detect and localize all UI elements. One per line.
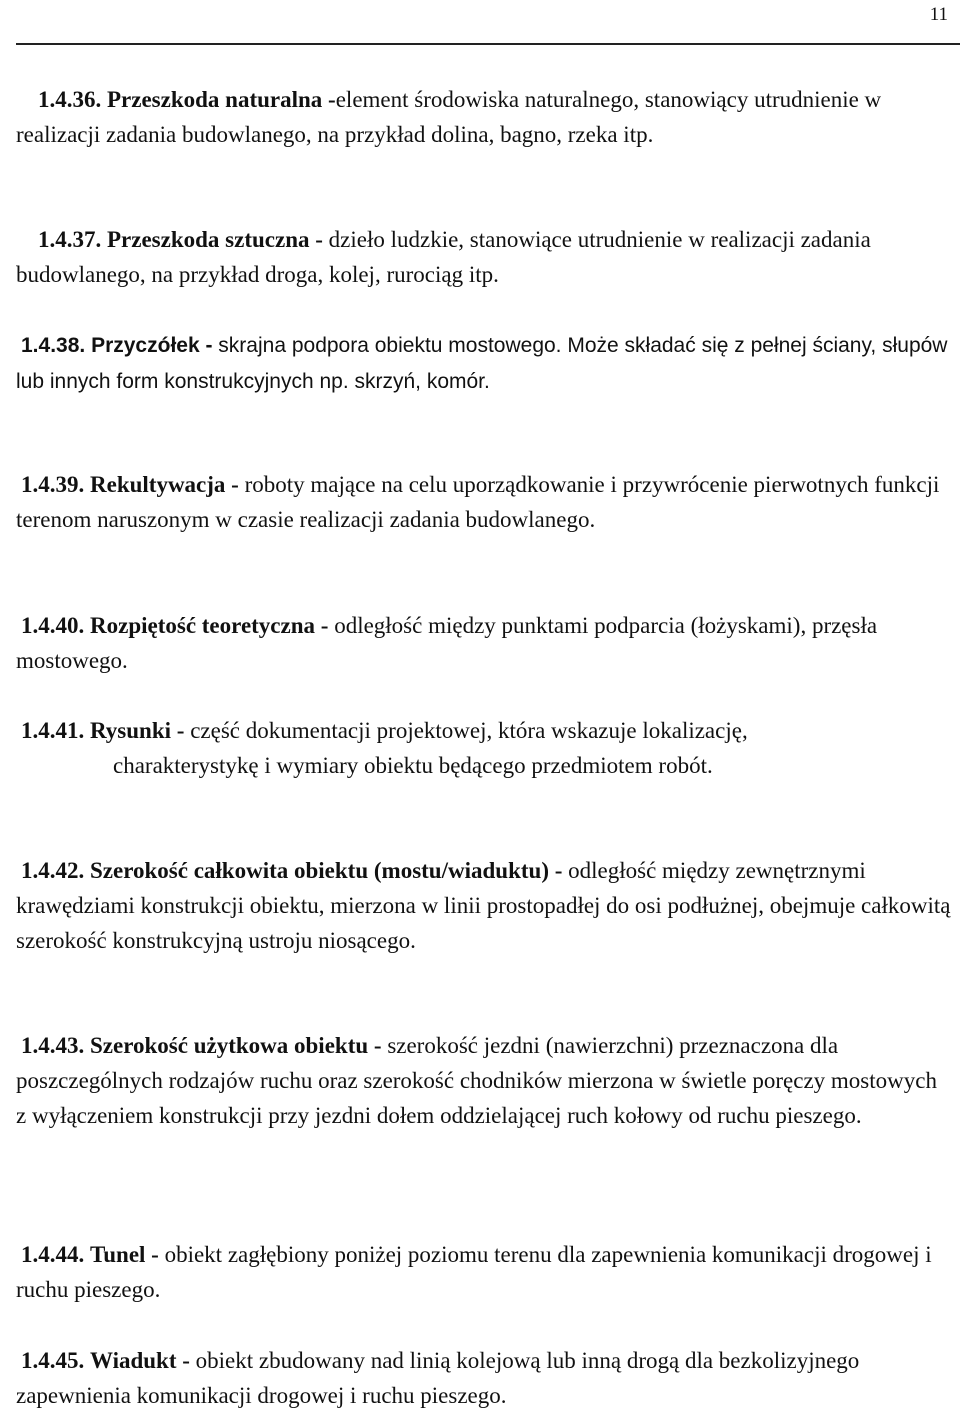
entry-text: dzieło ludzkie, stanowiące utrudnienie w realizacji zadania budowlanego, na przykład droga, kolej, rurociąg itp. <box>16 227 871 287</box>
entry-number: 1.4.40. <box>21 613 85 638</box>
entry-number: 1.4.37. <box>38 227 102 252</box>
entry-term: Rekultywacja - <box>90 472 239 497</box>
entry-term: Tunel - <box>90 1242 159 1267</box>
entry-term: Przyczółek - <box>91 334 213 357</box>
entry-text: część dokumentacji projektowej, która wskazuje lokalizację, <box>184 718 748 743</box>
entry-number: 1.4.39. <box>21 472 85 497</box>
entry-term: Wiadukt - <box>90 1348 190 1373</box>
entry-text: szerokość jezdni (nawierzchni) przeznaczona dla poszczególnych rodzajów ruchu oraz szerokość chodników mierzona w świetle poręczy mostowych z wyłączeniem konstrukcji przy jezdni dołem oddzielającej ruch kołowy od ruchu pieszego. <box>16 1033 937 1128</box>
definition-1-4-44 <box>16 1237 951 1307</box>
definition-1-4-38 <box>16 328 951 400</box>
entry-number: 1.4.44. <box>21 1242 85 1267</box>
definition-1-4-39 <box>16 467 951 537</box>
entry-number: 1.4.41. <box>21 718 85 743</box>
definition-1-4-45 <box>16 1343 951 1413</box>
entry-number: 1.4.43. <box>21 1033 85 1058</box>
entry-number: 1.4.38. <box>21 334 86 357</box>
entry-number: 1.4.36. <box>38 87 102 112</box>
definition-1-4-41 <box>16 713 951 783</box>
entry-term: Rysunki - <box>90 718 185 743</box>
definition-1-4-43 <box>16 1028 951 1133</box>
entry-text: roboty mające na celu uporządkowanie i przywrócenie pierwotnych funkcji terenom naruszonym w czasie realizacji zadania budowlanego. <box>16 472 940 532</box>
header-rule <box>16 43 960 45</box>
entry-text: odległość między punktami podparcia (łożyskami), przęsła mostowego. <box>16 613 878 673</box>
entry-text-continuation: charakterystykę i wymiary obiektu będącego przedmiotem robót. <box>113 753 713 778</box>
definition-1-4-37 <box>16 222 951 292</box>
entry-term: Rozpiętość teoretyczna - <box>90 613 329 638</box>
definition-1-4-36 <box>16 82 951 152</box>
entry-text: element środowiska naturalnego, stanowiący utrudnienie w realizacji zadania budowlanego, na przykład dolina, bagno, rzeka itp. <box>16 87 882 147</box>
entry-text: obiekt zagłębiony poniżej poziomu terenu dla zapewnienia komunikacji drogowej i ruchu pieszego. <box>16 1242 932 1302</box>
entry-term: Szerokość całkowita obiektu (mostu/wiaduktu) - <box>90 858 563 883</box>
entry-term: Szerokość użytkowa obiektu - <box>90 1033 382 1058</box>
entry-text: odległość między zewnętrznymi krawędziami konstrukcji obiektu, mierzona w linii prostopadłej do osi podłużnej, obejmuje całkowitą szerokość konstrukcyjną ustroju niosącego. <box>16 858 951 953</box>
entry-number: 1.4.42. <box>21 858 85 883</box>
definition-1-4-40 <box>16 608 951 678</box>
entry-text: skrajna podpora obiektu mostowego. Może składać się z pełnej ściany, słupów lub innych form konstrukcyjnych np. skrzyń, komór. <box>16 334 948 393</box>
definition-1-4-42 <box>16 853 951 958</box>
entry-term: Przeszkoda naturalna - <box>107 87 336 112</box>
page-number: 11 <box>929 4 948 25</box>
entry-text: obiekt zbudowany nad linią kolejową lub inną drogą dla bezkolizyjnego zapewnienia komunikacji drogowej i ruchu pieszego. <box>16 1348 860 1408</box>
entry-number: 1.4.45. <box>21 1348 85 1373</box>
entry-term: Przeszkoda sztuczna - <box>107 227 323 252</box>
